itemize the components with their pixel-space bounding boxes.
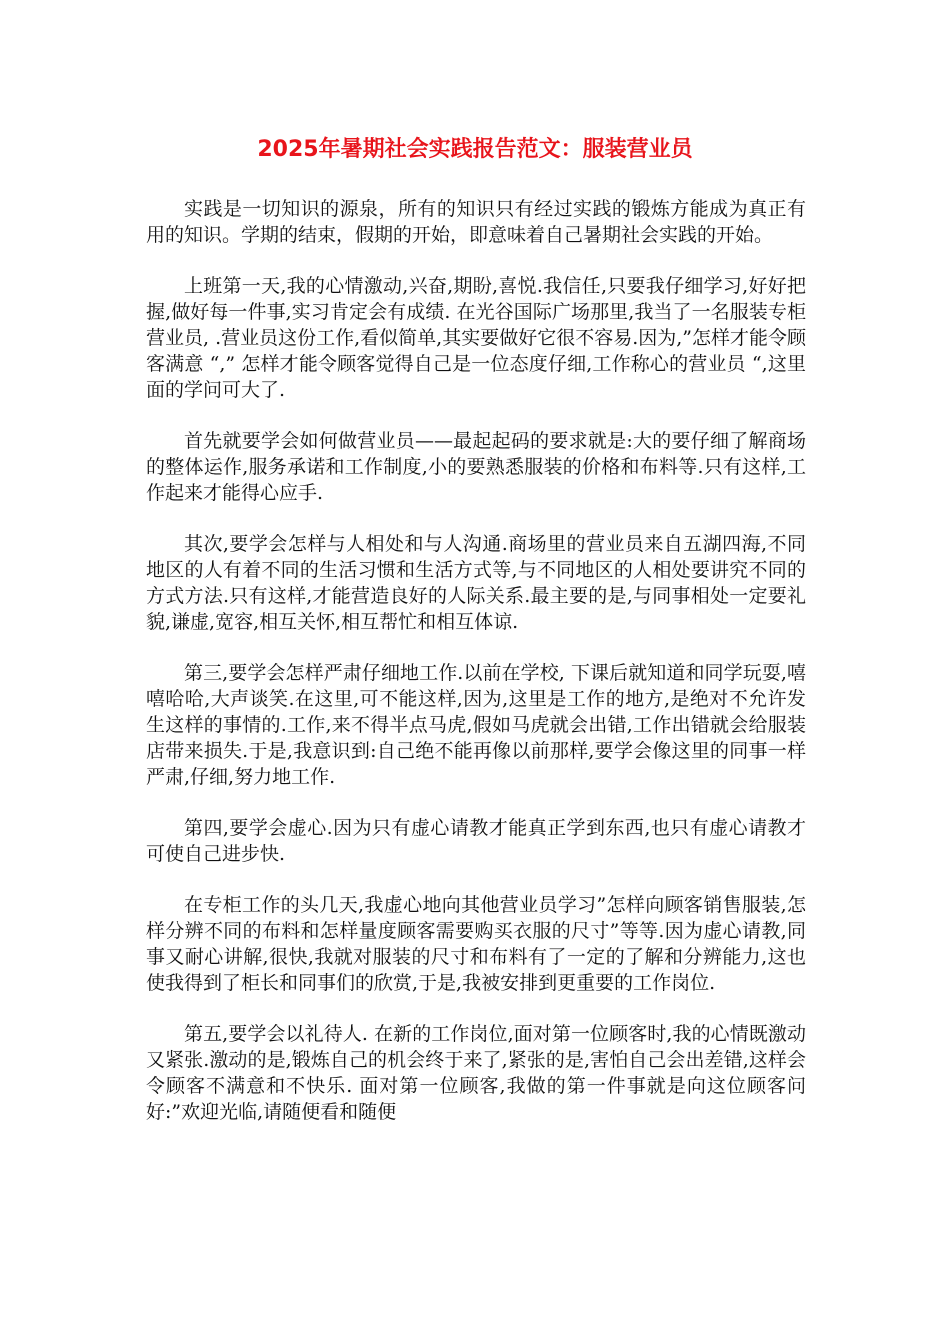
paragraph: 首先就要学会如何做营业员——最起起码的要求就是:大的要仔细了解商场的整体运作,服务承诺和工作制度,小的要熟悉服装的价格和布料等.只有这样,工作起来才能得心应手. <box>146 430 806 504</box>
paragraph: 第五,要学会以礼待人. 在新的工作岗位,面对第一位顾客时,我的心情既激动又紧张.激动的是,锻炼自己的机会终于来了,紧张的是,害怕自己会出差错,这样会令顾客不满意和不快乐. 面对第一位顾客,我做的第一件事就是向这位顾客问好:”欢迎光临,请随便看和随便 <box>146 1023 806 1123</box>
paragraph: 第四,要学会虚心.因为只有虚心请教才能真正学到东西,也只有虚心请教才可使自己进步快. <box>146 817 806 865</box>
paragraph: 在专柜工作的头几天,我虚心地向其他营业员学习”怎样向顾客销售服装,怎样分辨不同的布料和怎样量度顾客需要购买衣服的尺寸”等等.因为虚心请教,同事又耐心讲解,很快,我就对服装的尺寸和布料有了一定的了解和分辨能力,这也使我得到了柜长和同事们的欣赏,于是,我被安排到更重要的工作岗位. <box>146 894 806 994</box>
document-title: 2025年暑期社会实践报告范文：服装营业员 <box>257 137 693 162</box>
paragraph: 上班第一天,我的心情激动,兴奋,期盼,喜悦.我信任,只要我仔细学习,好好把握,做好每一件事,实习肯定会有成绩. 在光谷国际广场那里,我当了一名服装专柜营业员, .营业员这份工作,看似简单,其实要做好它很不容易.因为,”怎样才能令顾客满意 “,” 怎样才能令顾客觉得自己是一位态度仔细,工作称心的营业员 “,这里面的学问可大了. <box>146 275 806 401</box>
document-body <box>146 196 806 1150</box>
paragraph: 其次,要学会怎样与人相处和与人沟通.商场里的营业员来自五湖四海,不同地区的人有着不同的生活习惯和生活方式等,与不同地区的人相处要讲究不同的方式方法.只有这样,才能营造良好的人际关系.最主要的是,与同事相处一定要礼貌,谦虚,宽容,相互关怀,相互帮忙和相互体谅. <box>146 533 806 633</box>
paragraph: 实践是一切知识的源泉，所有的知识只有经过实践的锻炼方能成为真正有用的知识。学期的结束，假期的开始，即意味着自己暑期社会实践的开始。 <box>146 198 806 246</box>
paragraph: 第三,要学会怎样严肃仔细地工作.以前在学校, 下课后就知道和同学玩耍,嘻嘻哈哈,大声谈笑.在这里,可不能这样,因为,这里是工作的地方,是绝对不允许发生这样的事情的.工作,来不得半点马虎,假如马虎就会出错,工作出错就会给服装店带来损失.于是,我意识到:自己绝不能再像以前那样,要学会像这里的同事一样严肃,仔细,努力地工作. <box>146 662 806 788</box>
